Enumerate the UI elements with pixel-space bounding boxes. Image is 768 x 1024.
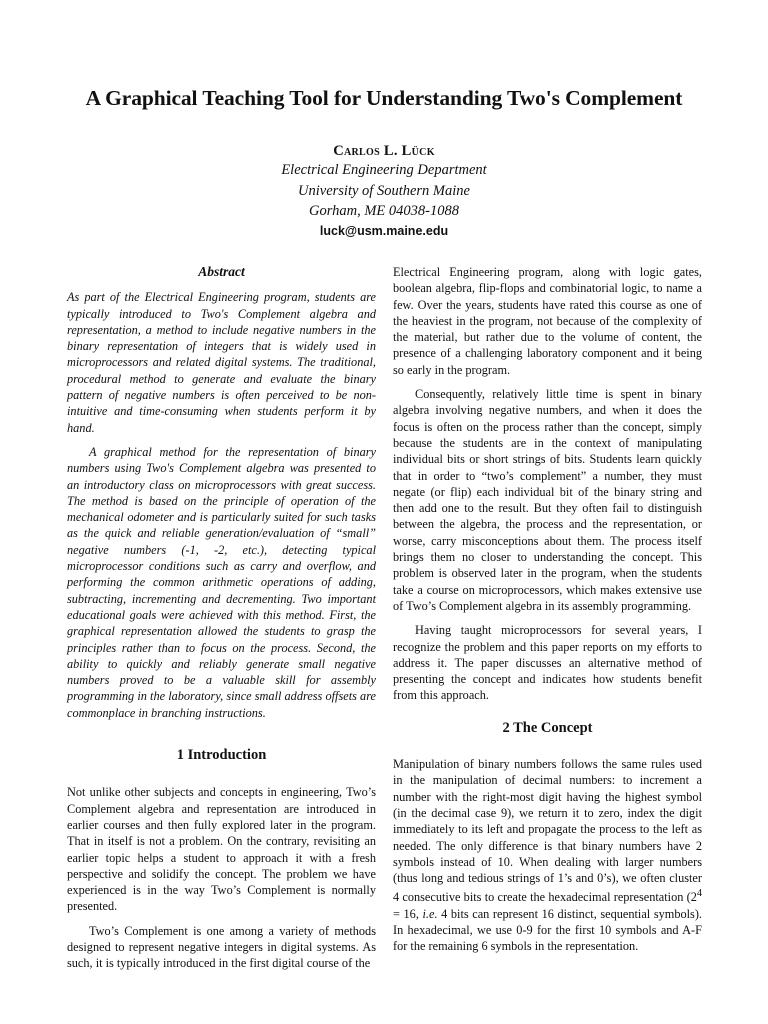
paper-title: A Graphical Teaching Tool for Understanding Two's Complement bbox=[85, 86, 683, 110]
left-column bbox=[67, 264, 376, 980]
right-column bbox=[393, 264, 702, 963]
text-run: = 16, bbox=[393, 906, 423, 921]
body-paragraph: Consequently, relatively little time is spent in binary algebra involving negative numbers, and when it does the focus is often on the process rather than the concept, simply because the students are in the context of manipulating individual bits or short strings of bits. Students learn quickly that in order to “two’s complement” a number, they must negate (or flip) each individual bit of the binary string and then add one to the result. But they often fail to distinguish between the algebra, the process and the representation, or worse, carry misconceptions about them. The process itself brings them no closer to understanding the concept. This problem is observed later in the program, when the students take a course on microprocessors, which makes extensive use of Two’s Complement algebra in its assembly programming. bbox=[393, 387, 702, 613]
abstract-paragraph: A graphical method for the representation of binary numbers using Two's Complement algebra was presented to an introductory class on microprocessors with great success. The method is based on the principle of operation of the mechanical odometer and is particularly suited for such tasks as the quick and reliable generation/evaluation of “small” negative numbers (-1, -2, etc.), detecting typical microprocessor conditions such as carry and overflow, and performing the common arithmetic operations of adding, subtracting, incrementing and decrementing. Two important educational goals were achieved with this method. First, the graphical representation allowed the students to grasp the principles rather than to focus on the process. Second, the ability to quickly and reliably generate small negative numbers proved to be a valuable skill for assembly programming in the laboratory, since small address offsets are commonplace in branching instructions. bbox=[67, 444, 376, 720]
body-paragraph: Electrical Engineering program, along with logic gates, boolean algebra, flip-flops and combinatorial logic, to name a few. Over the years, students have rated this course as one of the heaviest in the program, not because of the complexity of the material, but rather due to the volume of content, the presence of a challenging laboratory component and it being so early in the program. bbox=[393, 265, 702, 377]
author-name: Carlos L. Lück bbox=[333, 143, 435, 159]
italic-text: i.e. bbox=[422, 906, 438, 921]
body-paragraph bbox=[393, 756, 702, 955]
body-paragraph: Having taught microprocessors for several years, I recognize the problem and this paper reports on my efforts to address it. The paper discusses an alternative method of presenting the concept and indicates how students benefit from this approach. bbox=[393, 623, 702, 703]
section-heading-introduction: 1 Introduction bbox=[176, 747, 267, 764]
abstract-paragraph: As part of the Electrical Engineering program, students are typically introduced to Two's Complement algebra and representation, a method to include negative numbers in the binary representation of integers that is widely used in microprocessors and related digital systems. The traditional, procedural method to generate and evaluate the binary pattern of negative numbers is often perceived to be non-intuitive and time-consuming when students perform it by hand. bbox=[67, 290, 376, 435]
body-paragraph: Not unlike other subjects and concepts in engineering, Two’s Complement algebra and representation are introduced in earlier courses and then fully explored later in the program. That in itself is not a problem. On the contrary, revisiting an earlier topic helps a student to approach it with a fresh perspective and solidify the concept. The problem we have experienced is in the way Two’s Complement is normally presented. bbox=[67, 785, 376, 914]
abstract-heading: Abstract bbox=[198, 264, 245, 279]
section-heading-concept: 2 The Concept bbox=[502, 719, 593, 736]
affiliation-address: Gorham, ME 04038-1088 bbox=[309, 203, 459, 219]
superscript: 4 bbox=[696, 888, 702, 900]
affiliation-university: University of Southern Maine bbox=[298, 182, 470, 199]
author-block bbox=[0, 142, 768, 240]
affiliation-department: Electrical Engineering Department bbox=[281, 162, 487, 178]
text-run: 4 bits can represent 16 distinct, sequential symbols). In hexadecimal, we use 0-9 for the first 10 symbols and A-F for the remaining 6 symbols in the representation. bbox=[393, 906, 702, 954]
body-paragraph: Two’s Complement is one among a variety of methods designed to represent negative integers in digital systems. As such, it is typically introduced in the first digital course of the bbox=[67, 923, 376, 971]
text-run: Manipulation of binary numbers follows the same rules used in the manipulation of decimal numbers: to increment a number with the right-most digit having the highest symbol (in the decimal case 9), we return it to zero, index the digit immediately to its left and propagate the process to the left as needed. The only difference is that binary numbers have 2 symbols instead of 10. When dealing with larger numbers (thus long and tedious strings of 1’s and 0’s), we often cluster 4 consecutive bits to create the hexadecimal representation (2 bbox=[393, 757, 702, 905]
author-email: luck@usm.maine.edu bbox=[319, 223, 449, 238]
